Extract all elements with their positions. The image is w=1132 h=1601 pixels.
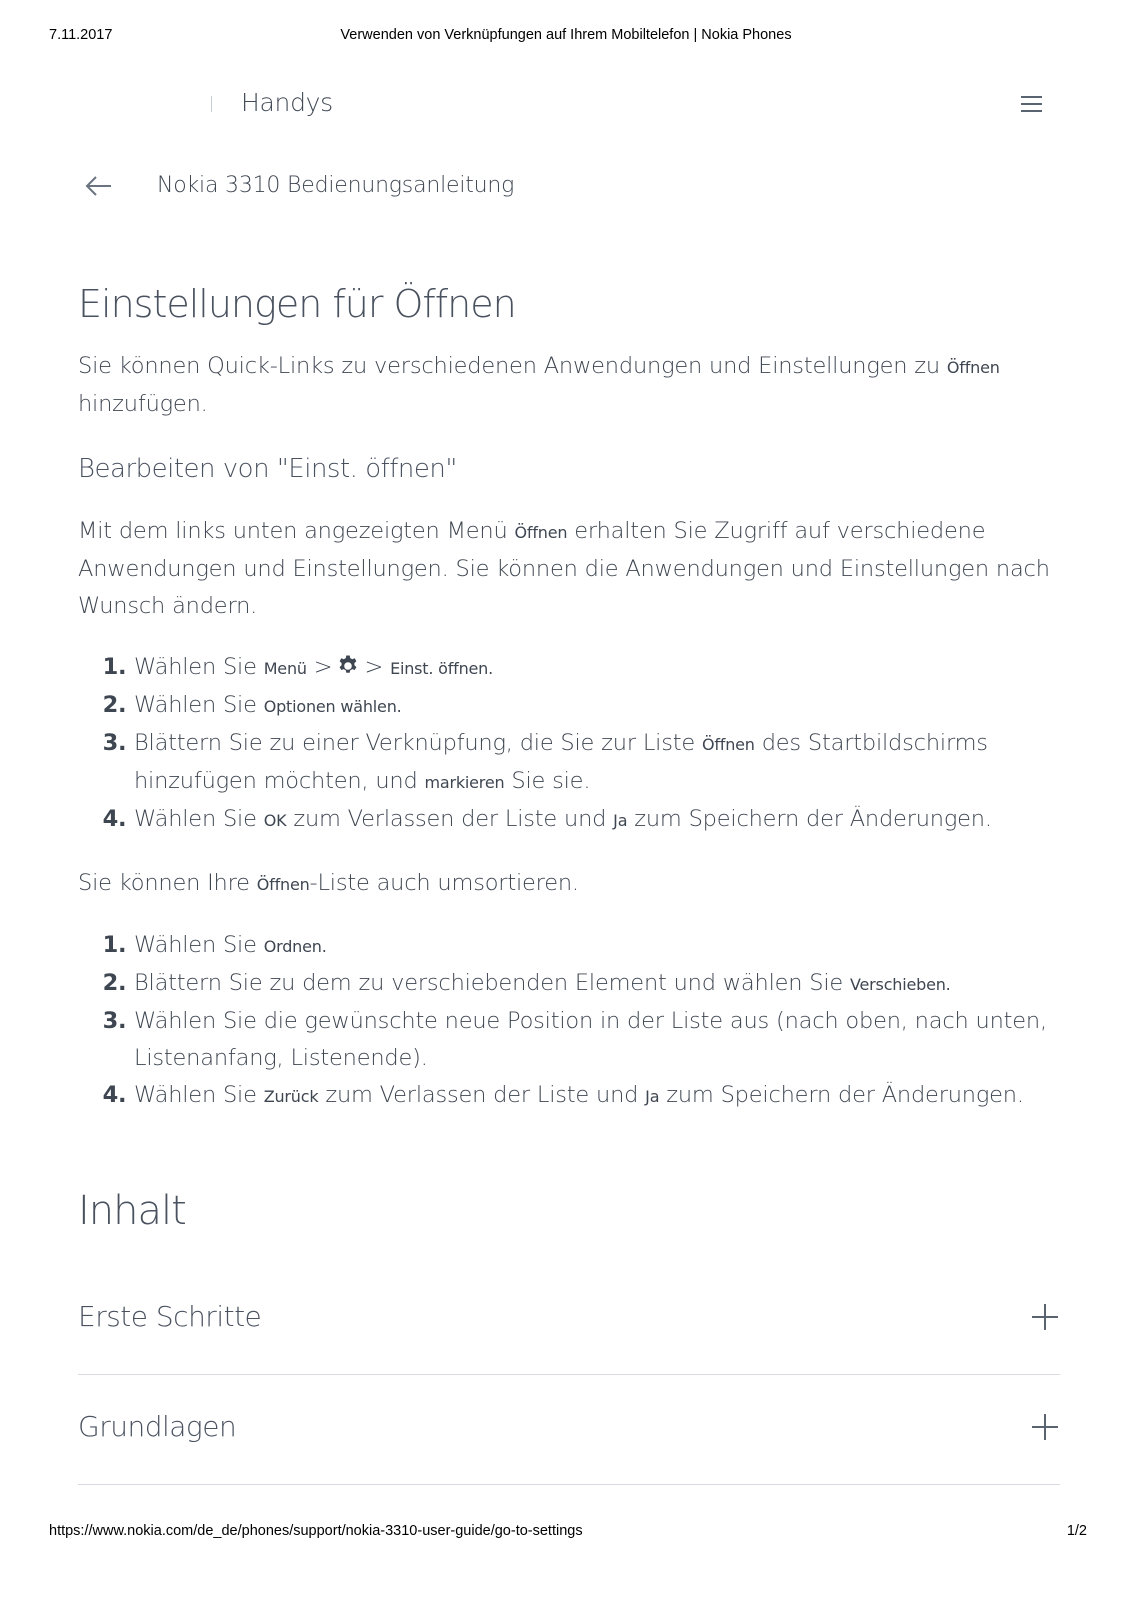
toc-item-grundlagen[interactable] — [78, 1374, 1060, 1485]
section-subtitle: Bearbeiten von "Einst. öffnen" — [78, 454, 457, 484]
breadcrumb — [0, 168, 1132, 208]
steps-list-edit — [78, 649, 1058, 839]
steps-list-reorder — [78, 927, 1058, 1115]
ui-term: Menü — [263, 659, 307, 678]
list-item: 4. Wählen Sie Zurück zum Verlassen der Liste und Ja zum Speichern der Änderungen. — [134, 1077, 1058, 1115]
settings-gear-icon — [336, 654, 360, 678]
arrow-left-icon[interactable] — [84, 174, 114, 198]
toc-title: Inhalt — [78, 1188, 186, 1234]
list-item: 1. Wählen Sie Menü > > Einst. öffnen. — [134, 649, 1058, 687]
list-item: 2. Blättern Sie zu dem zu verschiebenden Element und wählen Sie Verschieben. — [134, 965, 1058, 1003]
toc-item-label: Erste Schritte — [78, 1300, 262, 1333]
ui-term: Öffnen — [256, 875, 310, 894]
intro-paragraph: Sie können Quick-Links zu verschiedenen Anwendungen und Einstellungen zu Öffnen hinzufügen. — [78, 353, 1000, 417]
hamburger-menu-icon[interactable] — [1021, 96, 1042, 112]
print-url: https://www.nokia.com/de_de/phones/support/nokia-3310-user-guide/go-to-settings — [49, 1523, 583, 1539]
list-item: 4. Wählen Sie OK zum Verlassen der Liste und Ja zum Speichern der Änderungen. — [134, 801, 1058, 839]
ui-term: Zurück — [263, 1087, 319, 1106]
section-link-handys[interactable]: Handys — [241, 88, 333, 117]
site-header — [0, 84, 1132, 128]
guide-title-link[interactable]: Nokia 3310 Bedienungsanleitung — [157, 173, 515, 198]
print-header — [0, 27, 1132, 47]
print-page-number: 1/2 — [1066, 1523, 1087, 1539]
page-title: Einstellungen für Öffnen — [78, 282, 516, 326]
toc-item-erste-schritte[interactable] — [78, 1264, 1060, 1375]
toc-item-label: Grundlagen — [78, 1410, 237, 1443]
ui-term: markieren — [424, 773, 505, 792]
ui-term: Ja — [613, 811, 628, 830]
plus-expand-icon[interactable] — [1032, 1304, 1058, 1330]
description-paragraph: Mit dem links unten angezeigten Menü Öffnen erhalten Sie Zugriff auf verschiedene Anwendungen und Einstellungen. Sie können die Anwendungen und Einstellungen nach Wunsch ändern. — [78, 518, 1050, 619]
ui-term: Einst. öffnen — [390, 659, 489, 678]
brand-divider — [211, 96, 212, 112]
reorder-paragraph: Sie können Ihre Öffnen-Liste auch umsortieren. — [78, 870, 579, 896]
plus-expand-icon[interactable] — [1032, 1414, 1058, 1440]
print-footer — [0, 1523, 1132, 1543]
ui-term: Ordnen — [263, 937, 322, 956]
ui-term: Öffnen — [946, 358, 1000, 377]
list-item: 3. Blättern Sie zu einer Verknüpfung, die Sie zur Liste Öffnen des Startbildschirms hinzufügen möchten, und markieren Sie sie. — [134, 725, 1058, 801]
ui-term: Öffnen — [514, 523, 568, 542]
print-date: 7.11.2017 — [49, 27, 113, 43]
print-page-title: Verwenden von Verknüpfungen auf Ihrem Mobiltelefon | Nokia Phones — [340, 27, 792, 43]
list-item: 1. Wählen Sie Ordnen. — [134, 927, 1058, 965]
article — [78, 280, 1058, 1115]
list-item: 3. Wählen Sie die gewünschte neue Position in der Liste aus (nach oben, nach unten, Listenanfang, Listenende). — [134, 1003, 1058, 1077]
ui-term: Verschieben — [850, 975, 946, 994]
ui-term: Ja — [645, 1087, 660, 1106]
list-item: 2. Wählen Sie Optionen wählen. — [134, 687, 1058, 725]
ui-term: Öffnen — [701, 735, 755, 754]
ui-term: Optionen wählen — [263, 697, 397, 716]
ui-term: OK — [263, 811, 287, 830]
